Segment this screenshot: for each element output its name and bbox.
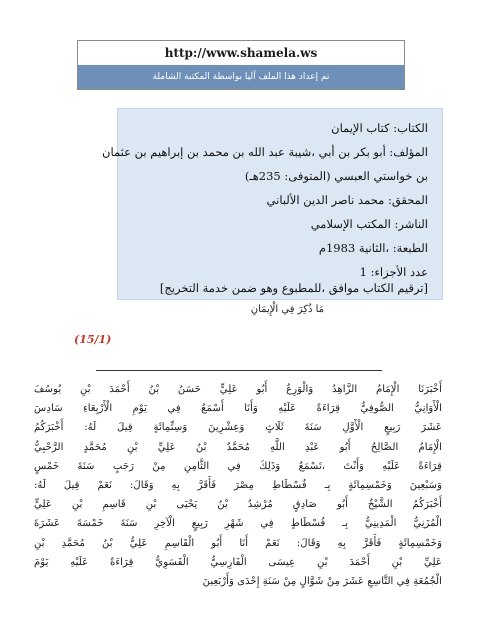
body-line: وَخَمْسِمِائَةٍ فَأَقَرَّ بِهِ وَقَالَ: نَعَمْ أَنَا أَبُو الْقَاسِمِ عَلِيُّ بْنُ مُحَمَّدِ بْنِ: [34, 537, 442, 549]
body-line: عَلِيِّ بْنِ أَحْمَدَ بْنِ عِيسَى الْفَارِسِيُّ الْفَسَوِيُّ قِرَاءَةً عَلَيْهِ يَوْمَ: [34, 556, 442, 568]
source-url-link[interactable]: http://www.shamela.ws: [164, 46, 318, 60]
body-line: الْأَوَانِيُّ الصُّوفِيُّ قِرَاءَةً عَلَيْهِ وَأَنَا أَسْمَعُ فِي يَوْمِ الْأَرْبِعَاءِ سَادِسَ: [34, 403, 442, 415]
body-line: عَشَرَ رَبِيعٍ الْأَوَّلِ سَنَةَ ثَلَاثٍ وَعِشْرِينَ وَسِتِّمِائَةٍ قِيلَ لَهُ: أَخْبَرَكُمُ: [34, 422, 442, 434]
body-line: الْجُمُعَةِ فِي التَّاسِعِ عَشَرَ مِنْ شَوَّالٍ مِنْ سَنَةِ إِحْدَى وَأَرْبَعِينَ: [202, 575, 442, 587]
book-author-line-1: المؤلف: أبو بكر بن أبي ،شيبة عبد الله بن محمد بن إبراهيم بن عثمان: [102, 145, 428, 159]
section-divider: [96, 370, 382, 371]
body-line: أَخْبَرَنَا الْإِمَامُ الزَّاهِدُ وَالْوَرِعُ أَبُو عَلِيٍّ حَسَنُ بْنُ أَحْمَدَ بْنِ يُوسُفَ: [34, 384, 442, 395]
book-author-line-2: بن خواستي العبسي (المتوفى: 235هـ): [244, 169, 428, 183]
book-info-panel: [102, 108, 443, 300]
page-number: (15/1): [74, 333, 112, 346]
body-line: الْإِمَامُ الصَّالِحُ أَبُو عَبْدِ اللَّهِ مُحَمَّدُ بْنُ عَلِيِّ بْنِ مُحَمَّدٍ الرَّحْبِيُّ: [34, 441, 442, 453]
book-publisher: الناشر: المكتب الإسلامي: [310, 217, 428, 231]
source-header: [77, 40, 405, 90]
body-line: أَخْبَرَكُمُ الشَّيْخُ أَبُو صَادِقٍ مُرْشِدُ بْنُ يَحْيَى بْنِ قَاسِمِ بْنِ عَلِيٍّ: [34, 499, 442, 511]
book-edition: الطبعة: ،الثانية 1983م: [318, 241, 428, 255]
body-line: قِرَاءَةً عَلَيْهِ وَأَنْتَ ،تَسْمَعُ وَذَلِكَ فِي الثَّامِنِ مِنْ رَجَبٍ سَنَةَ خَمْسٍ: [34, 460, 442, 472]
book-numbering-note: [ترقيم الكتاب موافق ،للمطبوع وهو ضمن خدمة التخريج]: [159, 281, 428, 295]
book-editor: المحقق: محمد ناصر الدين الألباني: [266, 193, 428, 207]
chapter-heading: مَا ذُكِرَ فِي الْإِيمَانِ: [250, 304, 324, 315]
source-subtitle: تم إعداد هذا الملف آليا بواسطة المكتبة الشاملة: [78, 65, 404, 89]
book-parts: عدد الأجزاء: 1: [359, 265, 428, 279]
body-line: وَسَبْعِينَ وَخَمْسِمِائَةٍ بِـ فُسْطَاطِ مِصْرَ فَأَقَرَّ بِهِ وَقَالَ: نَعَمْ قِيلَ لَهُ:: [34, 479, 442, 491]
body-text: [34, 380, 442, 591]
body-line: الْمُزَنِيُّ الْمَدِينِيُّ بِـ فُسْطَاطٍ فِي شَهْرِ رَبِيعٍ الْآخِرِ سَنَةَ خَمْسَةَ عَشَرَةَ: [34, 518, 442, 530]
book-title: الكتاب: كتاب الإيمان: [331, 121, 428, 135]
